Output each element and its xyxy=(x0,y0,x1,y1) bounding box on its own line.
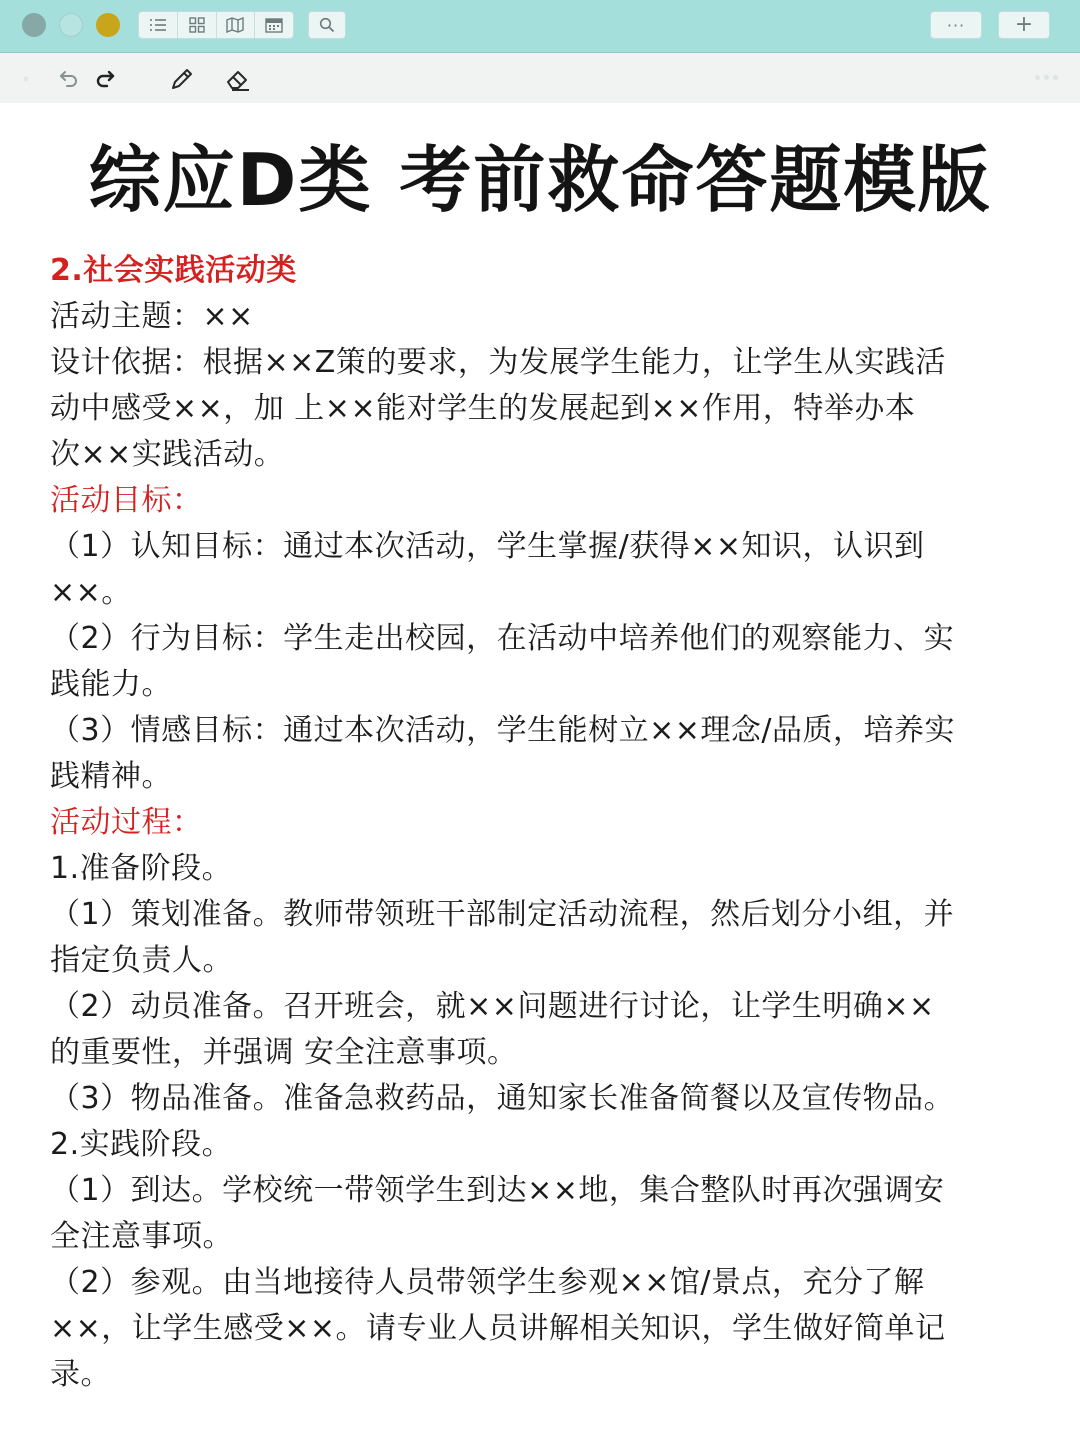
undo-icon[interactable] xyxy=(56,65,82,91)
document-line: 1.准备阶段。 xyxy=(50,851,233,886)
document-line: （1）认知目标：通过本次活动，学生掌握/获得××知识，认识到 xyxy=(50,529,925,564)
document-line: 践能力。 xyxy=(50,667,172,702)
document-title: 综应D类 考前救命答题模版 xyxy=(88,138,992,222)
document-line: （3）物品准备。准备急救药品，通知家长准备简餐以及宣传物品。 xyxy=(50,1081,955,1116)
list-view-icon[interactable] xyxy=(139,12,178,38)
search-button[interactable] xyxy=(308,11,346,39)
section-heading: 活动目标： xyxy=(50,483,203,518)
window-minimize-button[interactable] xyxy=(59,13,83,37)
calendar-view-icon[interactable] xyxy=(255,12,293,38)
eraser-icon[interactable] xyxy=(222,65,252,93)
document-line: （2）参观。由当地接待人员带领学生参观××馆/景点，充分了解 xyxy=(50,1265,925,1300)
toolbar-overflow-icon[interactable] xyxy=(1035,75,1058,80)
redo-icon[interactable] xyxy=(92,65,118,91)
document-line: （2）动员准备。召开班会，就××问题进行讨论，让学生明确×× xyxy=(50,989,935,1024)
window-close-button[interactable] xyxy=(22,13,46,37)
document-line: 录。 xyxy=(50,1357,111,1392)
document-line: 践精神。 xyxy=(50,759,172,794)
document-line: （3）情感目标：通过本次活动，学生能树立××理念/品质，培养实 xyxy=(50,713,955,748)
search-icon xyxy=(319,17,335,33)
document-line: 次××实践活动。 xyxy=(50,437,285,472)
section-heading: 2.社会实践活动类 xyxy=(50,253,297,288)
document-line: 全注意事项。 xyxy=(50,1219,233,1254)
window-titlebar xyxy=(0,0,1080,53)
document-line: 的重要性，并强调 安全注意事项。 xyxy=(50,1035,518,1070)
add-button[interactable]: + xyxy=(998,11,1050,39)
document-line: 指定负责人。 xyxy=(50,943,233,978)
pen-icon[interactable] xyxy=(168,65,196,93)
document-line: 2.实践阶段。 xyxy=(50,1127,233,1162)
document-line: （1）策划准备。教师带领班干部制定活动流程，然后划分小组，并 xyxy=(50,897,955,932)
grid-view-icon[interactable] xyxy=(178,12,217,38)
sidebar-toggle-icon[interactable] xyxy=(22,75,30,83)
window-maximize-button[interactable] xyxy=(96,13,120,37)
document-line: 动中感受××，加 上××能对学生的发展起到××作用，特举办本 xyxy=(50,391,916,426)
view-switcher xyxy=(138,11,294,39)
document-line: （2）行为目标：学生走出校园，在活动中培养他们的观察能力、实 xyxy=(50,621,955,656)
map-view-icon[interactable] xyxy=(217,12,256,38)
more-button[interactable]: ··· xyxy=(930,11,982,39)
document-body xyxy=(50,248,1040,1398)
document-line: （1）到达。学校统一带领学生到达××地，集合整队时再次强调安 xyxy=(50,1173,945,1208)
document-line: ××。 xyxy=(50,575,132,610)
document-line: 设计依据：根据××Z策的要求，为发展学生能力，让学生从实践活 xyxy=(50,345,946,380)
document-line: 活动主题：×× xyxy=(50,299,254,334)
document-line: ××，让学生感受××。请专业人员讲解相关知识，学生做好简单记 xyxy=(50,1311,946,1346)
section-heading: 活动过程： xyxy=(50,805,203,840)
edit-toolbar xyxy=(0,53,1080,103)
